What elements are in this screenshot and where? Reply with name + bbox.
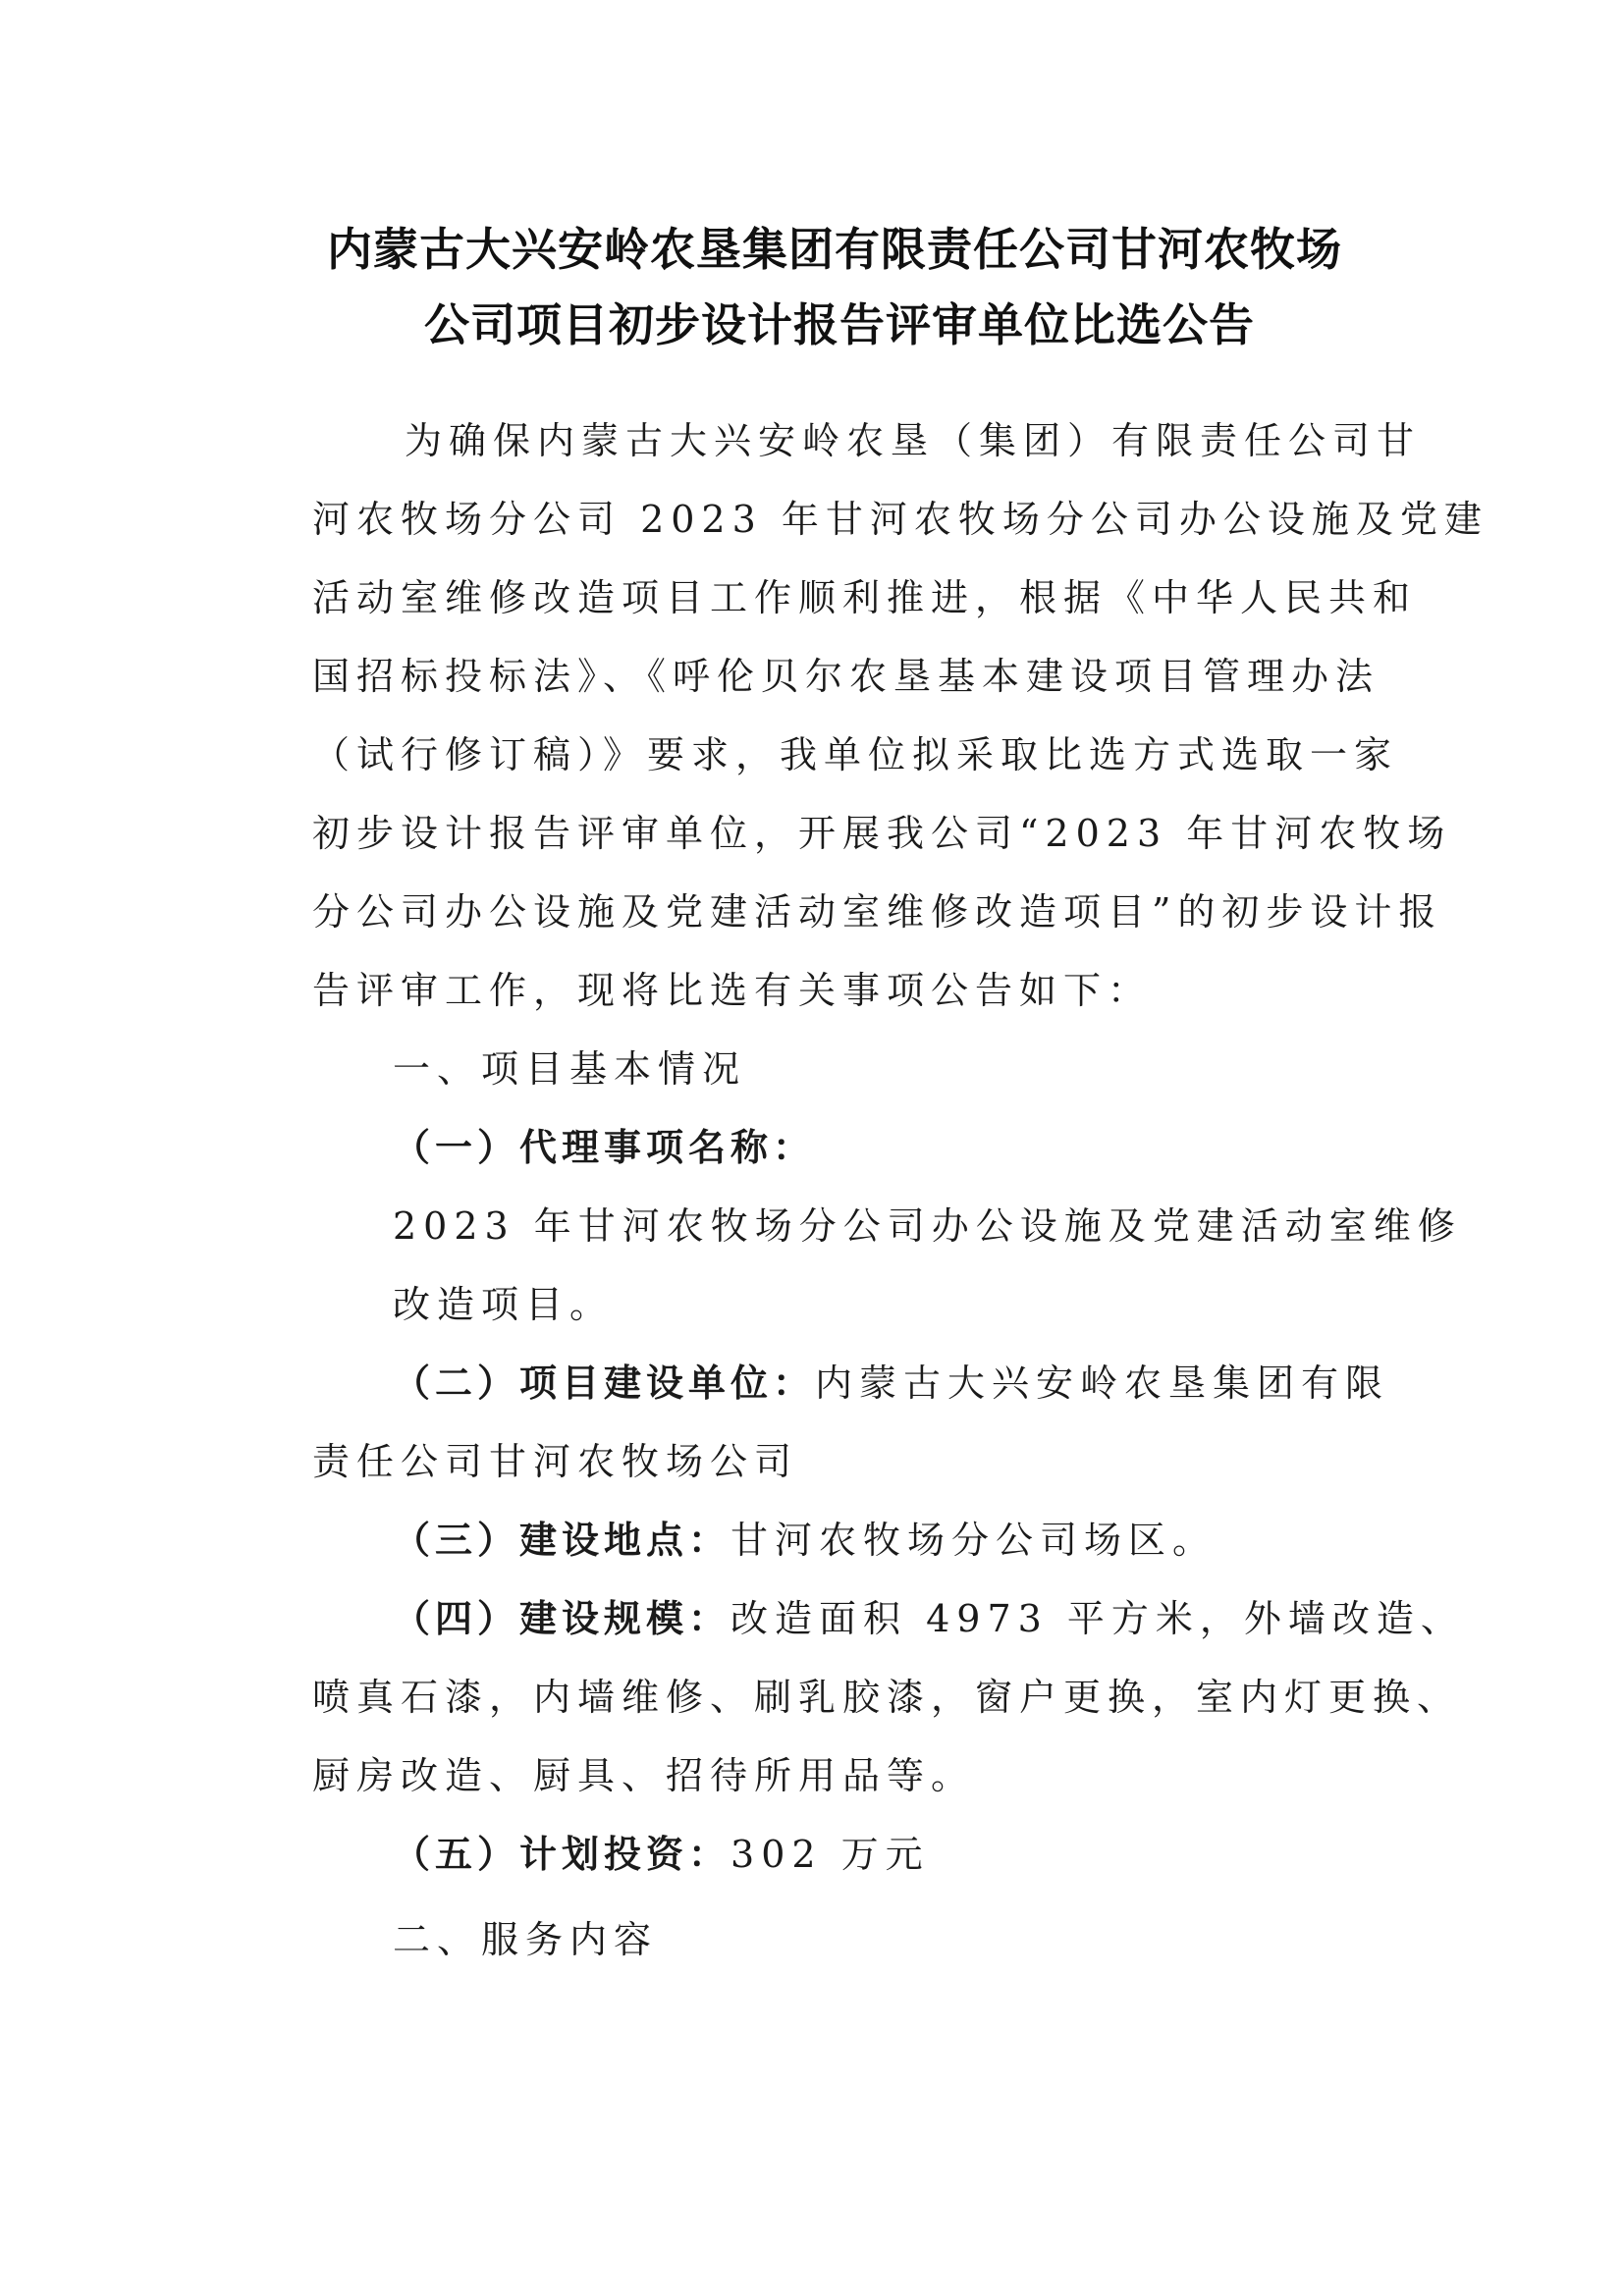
section-1-heading: 一、项目基本情况: [393, 1047, 747, 1091]
item-3-label: （三）建设地点：: [393, 1519, 731, 1562]
item-2-label: （二）项目建设单位：: [393, 1362, 816, 1405]
item-4-value: 改造面积 4973 平方米，外墙改造、: [730, 1597, 1465, 1640]
item-5-label: （五）计划投资：: [393, 1833, 731, 1876]
item-3-value: 甘河农牧场分公司场区。: [730, 1519, 1217, 1562]
item-1-label: （一）代理事项名称：: [393, 1126, 816, 1169]
item-5: [393, 1824, 930, 1878]
item-5-value: 302 万元: [730, 1833, 930, 1876]
document-title-line-2: 公司项目初步设计报告评审单位比选公告: [424, 298, 1255, 351]
item-1-value: 2023 年甘河农牧场分公司办公设施及党建活动室维修: [393, 1204, 1462, 1248]
intro-line: 河农牧场分公司 2023 年甘河农牧场分公司办公设施及党建: [312, 498, 1488, 541]
document-title-line-1: 内蒙古大兴安岭农垦集团有限责任公司甘河农牧场: [327, 223, 1342, 276]
item-2: [393, 1353, 1389, 1407]
item-4-value: 喷真石漆，内墙维修、刷乳胶漆，窗户更换，室内灯更换、: [312, 1676, 1462, 1719]
item-4: [393, 1588, 1465, 1642]
item-2-value: 内蒙古大兴安岭农垦集团有限: [815, 1362, 1390, 1405]
intro-line: 告评审工作，现将比选有关事项公告如下：: [312, 969, 1153, 1012]
intro-line: 初步设计报告评审单位，开展我公司“2023 年甘河农牧场: [312, 812, 1452, 855]
intro-line: 分公司办公设施及党建活动室维修改造项目”的初步设计报: [312, 890, 1443, 934]
section-2-heading: 二、服务内容: [393, 1918, 659, 1961]
item-1-value: 改造项目。: [393, 1283, 615, 1326]
item-2-value: 责任公司甘河农牧场公司: [312, 1440, 799, 1483]
item-4-value: 厨房改造、厨具、招待所用品等。: [312, 1754, 976, 1797]
intro-line: 国招标投标法》、《呼伦贝尔农垦基本建设项目管理办法: [312, 655, 1380, 698]
item-3: [393, 1510, 1217, 1564]
item-4-label: （四）建设规模：: [393, 1597, 731, 1640]
intro-line: 为确保内蒙古大兴安岭农垦（集团）有限责任公司甘: [405, 419, 1422, 462]
intro-line: （试行修订稿）》要求，我单位拟采取比选方式选取一家: [312, 733, 1399, 776]
intro-line: 活动室维修改造项目工作顺利推进，根据《中华人民共和: [312, 576, 1418, 619]
